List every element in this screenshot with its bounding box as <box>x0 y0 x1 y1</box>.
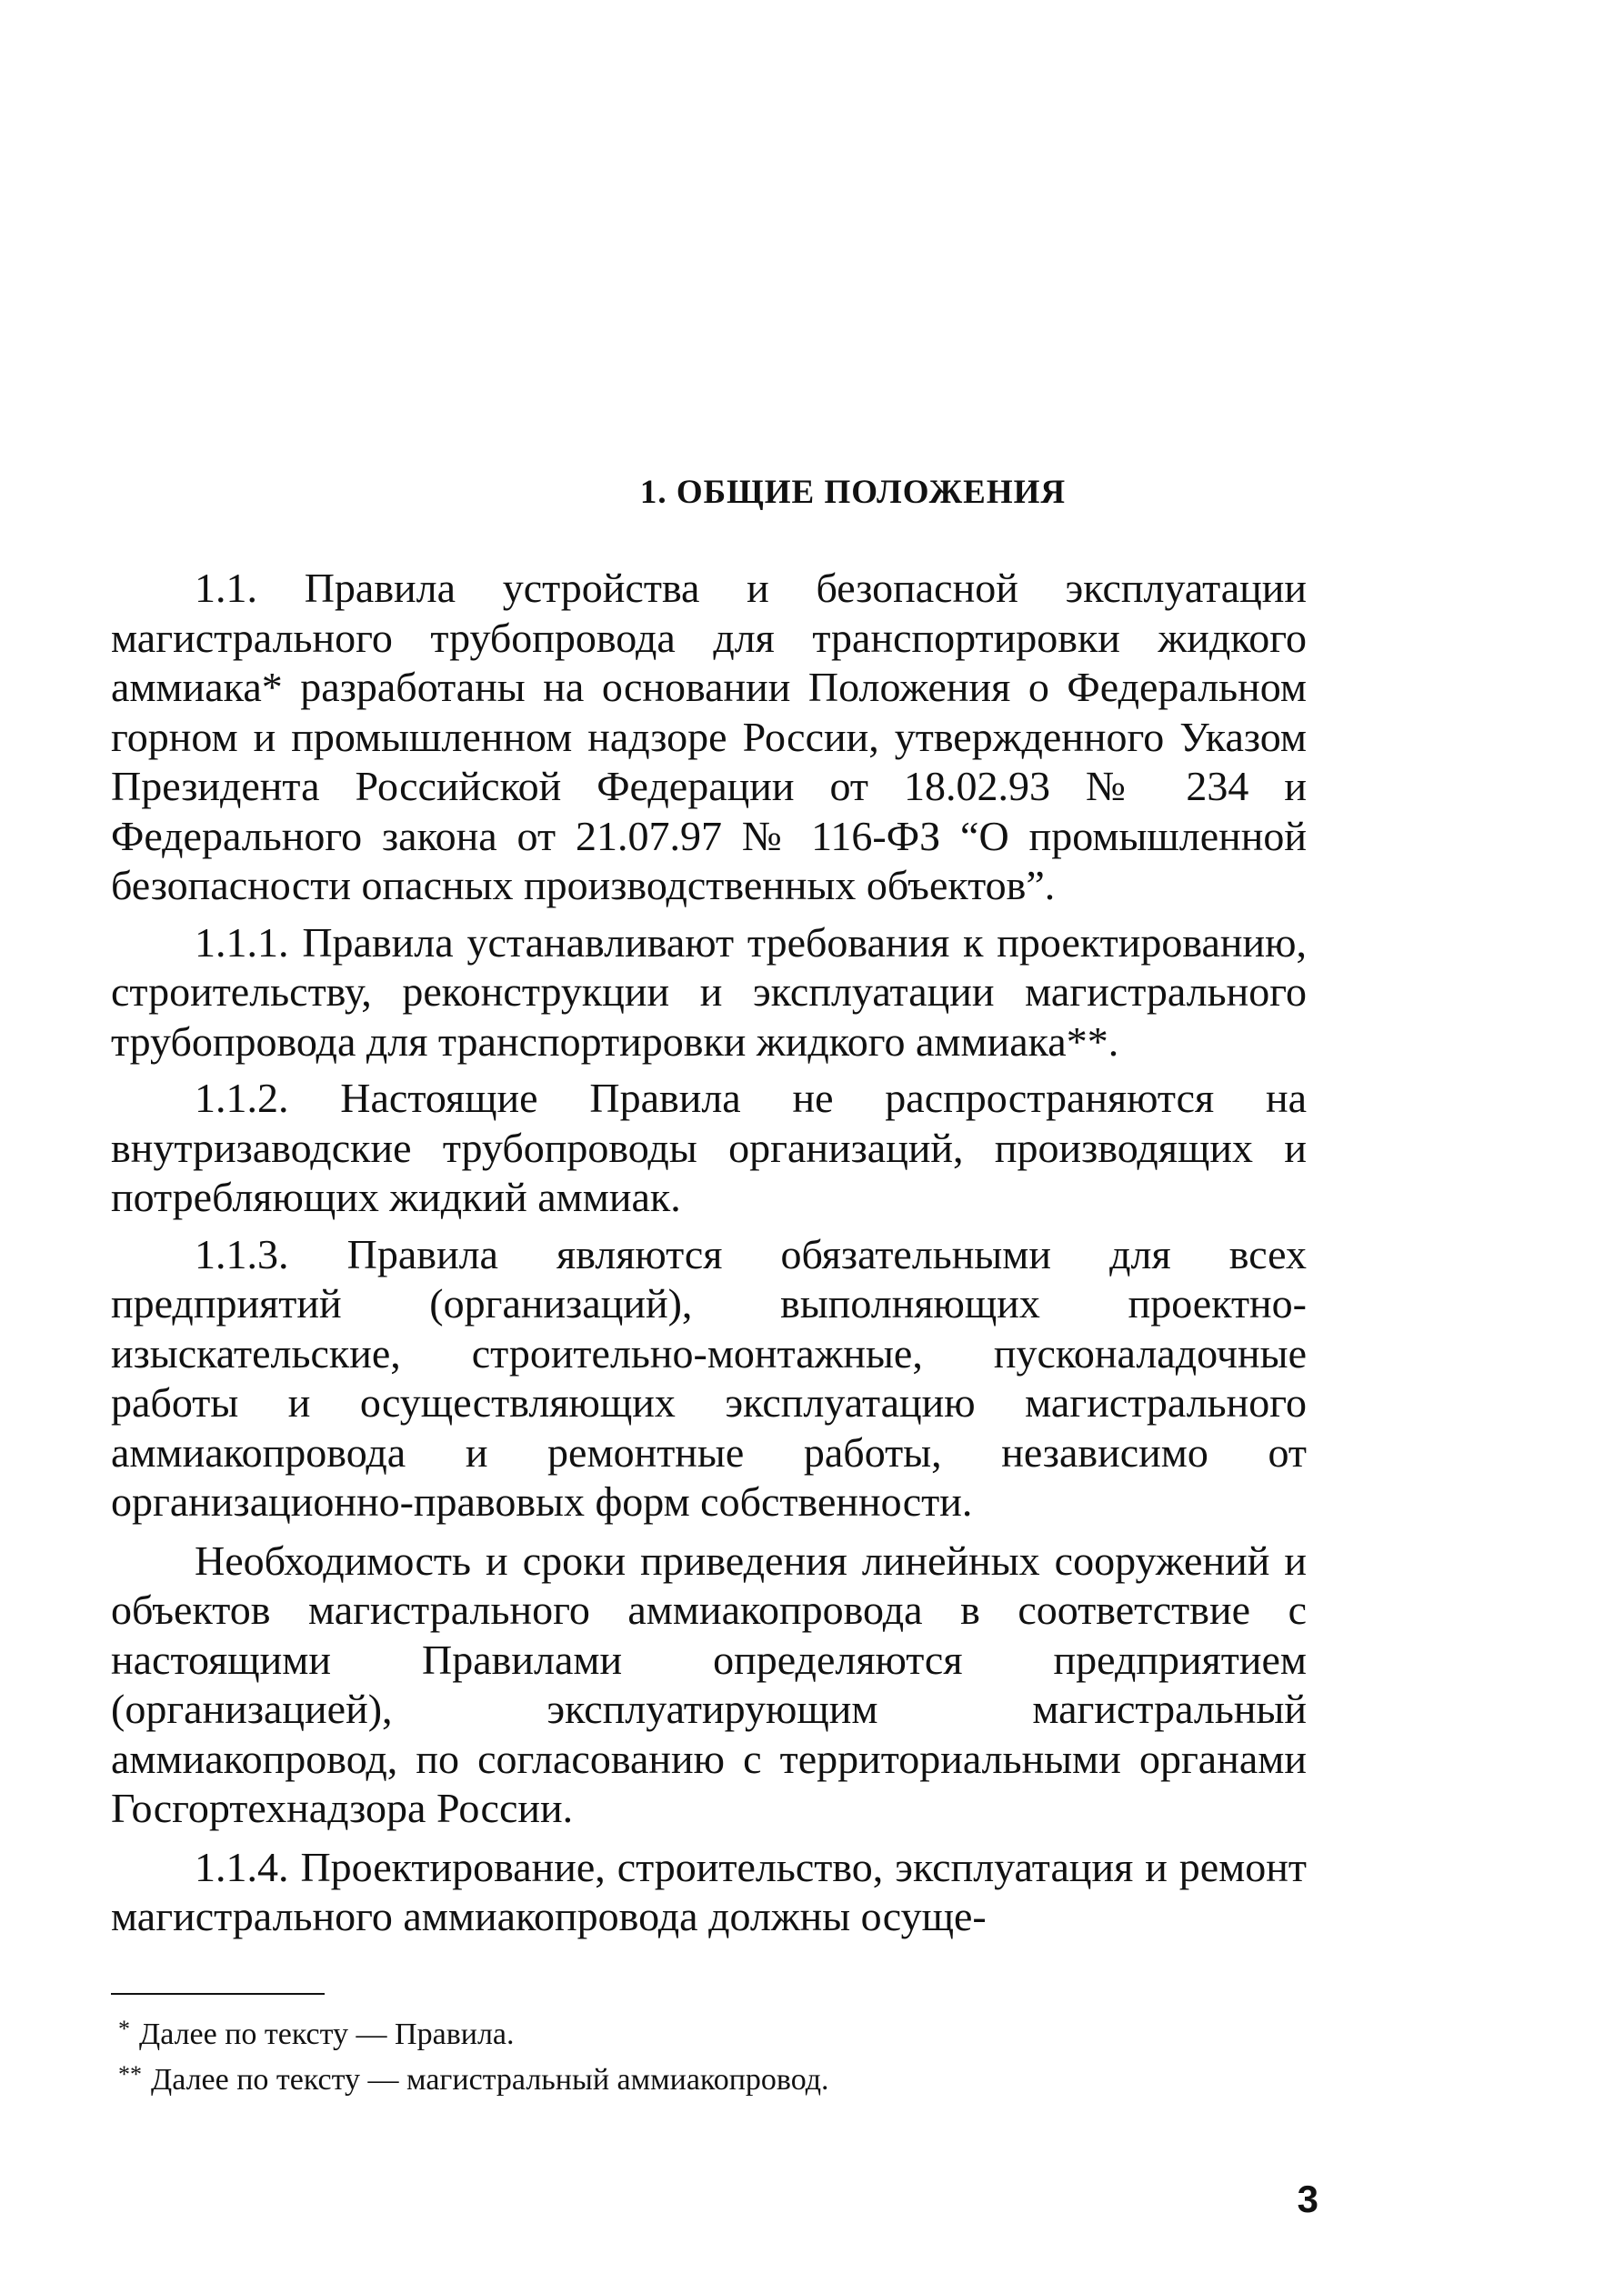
body-text <box>111 564 1307 1949</box>
footnote-2 <box>118 2055 1209 2100</box>
paragraph-1-1-2: 1.1.2. Настоящие Правила не распространяются на внутризаводские трубопроводы организаций, производящих и потребляющих жидкий аммиак. <box>111 1075 1307 1220</box>
footnote-text: Далее по тексту — Правила. <box>139 2018 515 2051</box>
section-heading: 1. ОБЩИЕ ПОЛОЖЕНИЯ <box>639 474 1067 511</box>
paragraph-1-1-1: 1.1.1. Правила устанавливают требования к проектированию, строительству, реконструкции и эксплуатации магистрального трубопровода для транспортировки жидкого аммиака**. <box>111 918 1307 1065</box>
page-number: 3 <box>1297 2178 1318 2220</box>
footnote-mark: ** <box>118 2061 142 2088</box>
paragraph-1-1-3: 1.1.3. Правила являются обязательными для всех предприятий (организаций), выполняющих проектно-изыскательские, строительно-монтажные, пусконаладочные работы и осуществляющих эксплуатацию магистрального аммиакопровода и ремонтные работы, независимо от организационно-правовых форм собственности. <box>111 1230 1307 1525</box>
paragraph-1-1-4: 1.1.4. Проектирование, строительство, эксплуатация и ремонт магистрального аммиакопровода должны осуще- <box>111 1843 1307 1939</box>
paragraph-1-1: 1.1. Правила устройства и безопасной эксплуатации магистрального трубопровода для транспортировки жидкого аммиака* разработаны на основании Положения о Федеральном горном и промышленном надзоре России, утвержденного Указом Президента Российской Федерации от 18.02.93 № 234 и Федерального закона от 21.07.97 № 116-ФЗ “О промышленной безопасности опасных производственных объектов”. <box>111 565 1307 908</box>
footnote-1 <box>118 2009 1209 2055</box>
footnotes <box>118 2009 1209 2100</box>
footnote-mark: * <box>118 2016 130 2042</box>
footnote-text: Далее по тексту — магистральный аммиакопровод. <box>151 2063 829 2097</box>
paragraph-deadlines: Необходимость и сроки приведения линейных сооружений и объектов магистрального аммиакопровода в соответствие с настоящими Правилами определяются предприятием (организацией), эксплуатирующим магистральный аммиакопровод, по согласованию с территориальными органами Госгортехнадзора России. <box>111 1537 1307 1831</box>
footnote-divider <box>111 1993 325 1995</box>
